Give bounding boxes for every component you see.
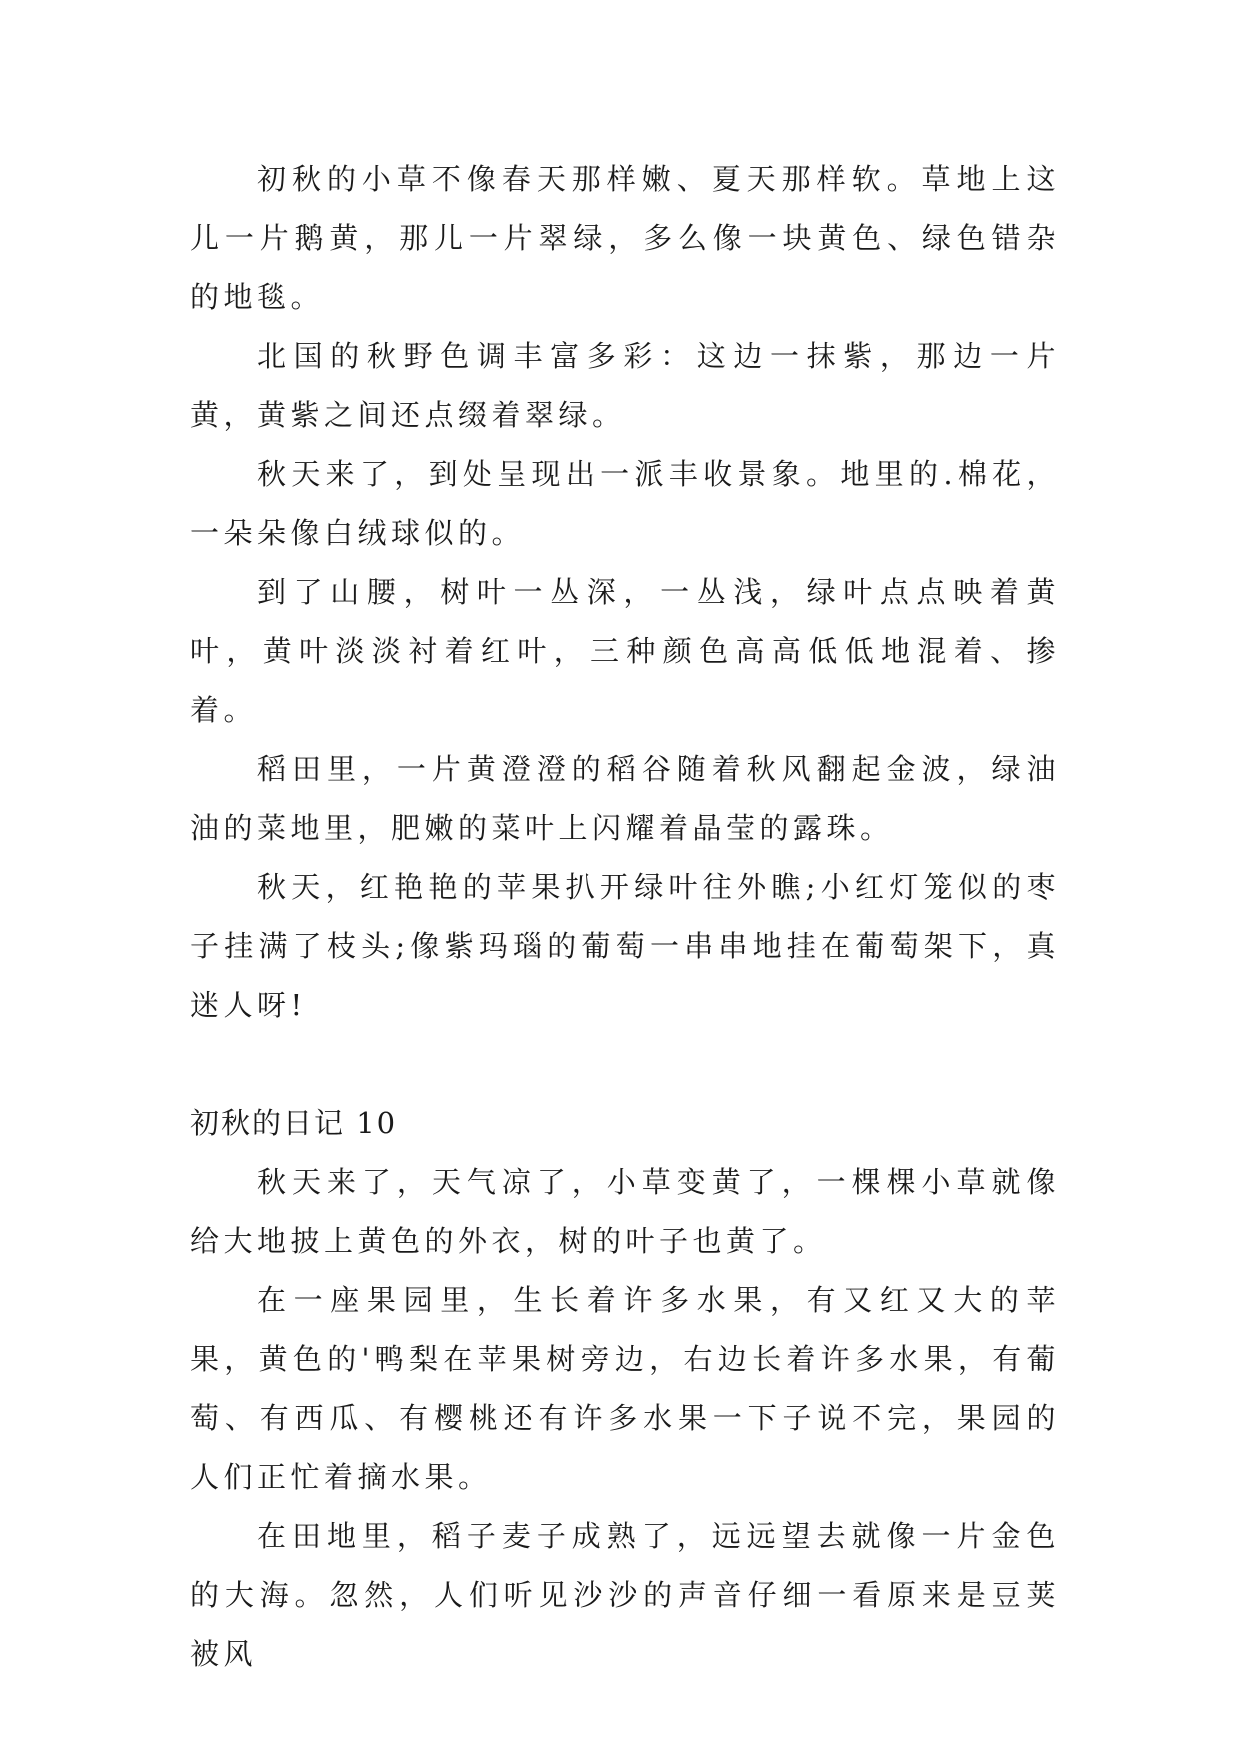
paragraph: 初秋的小草不像春天那样嫩、夏天那样软。草地上这儿一片鹅黄，那儿一片翠绿，多么像一块黄色、绿色错杂的地毯。	[190, 162, 1060, 314]
paragraph: 到了山腰，树叶一丛深，一丛浅，绿叶点点映着黄叶，黄叶淡淡衬着红叶，三种颜色高高低低地混着、掺着。	[190, 575, 1060, 727]
paragraph: 北国的秋野色调丰富多彩：这边一抹紫，那边一片黄，黄紫之间还点缀着翠绿。	[190, 339, 1060, 432]
paragraph: 稻田里，一片黄澄澄的稻谷随着秋风翻起金波，绿油油的菜地里，肥嫩的菜叶上闪耀着晶莹的露珠。	[190, 752, 1060, 845]
paragraph: 在田地里，稻子麦子成熟了，远远望去就像一片金色的大海。忽然，人们听见沙沙的声音仔细一看原来是豆荚被风	[190, 1519, 1060, 1671]
paragraph: 秋天来了，天气凉了，小草变黄了，一棵棵小草就像给大地披上黄色的外衣，树的叶子也黄了。	[190, 1165, 1060, 1258]
section-title: 初秋的日记 10	[190, 1106, 398, 1140]
paragraph: 在一座果园里，生长着许多水果，有又红又大的苹果，黄色的'鸭梨在苹果树旁边，右边长着许多水果，有葡萄、有西瓜、有樱桃还有许多水果一下子说不完，果园的人们正忙着摘水果。	[190, 1283, 1060, 1494]
paragraph: 秋天来了，到处呈现出一派丰收景象。地里的.棉花，一朵朵像白绒球似的。	[190, 457, 1060, 550]
document-page	[190, 150, 1060, 1684]
paragraph: 秋天，红艳艳的苹果扒开绿叶往外瞧;小红灯笼似的枣子挂满了枝头;像紫玛瑙的葡萄一串串地挂在葡萄架下，真迷人呀!	[190, 870, 1060, 1022]
